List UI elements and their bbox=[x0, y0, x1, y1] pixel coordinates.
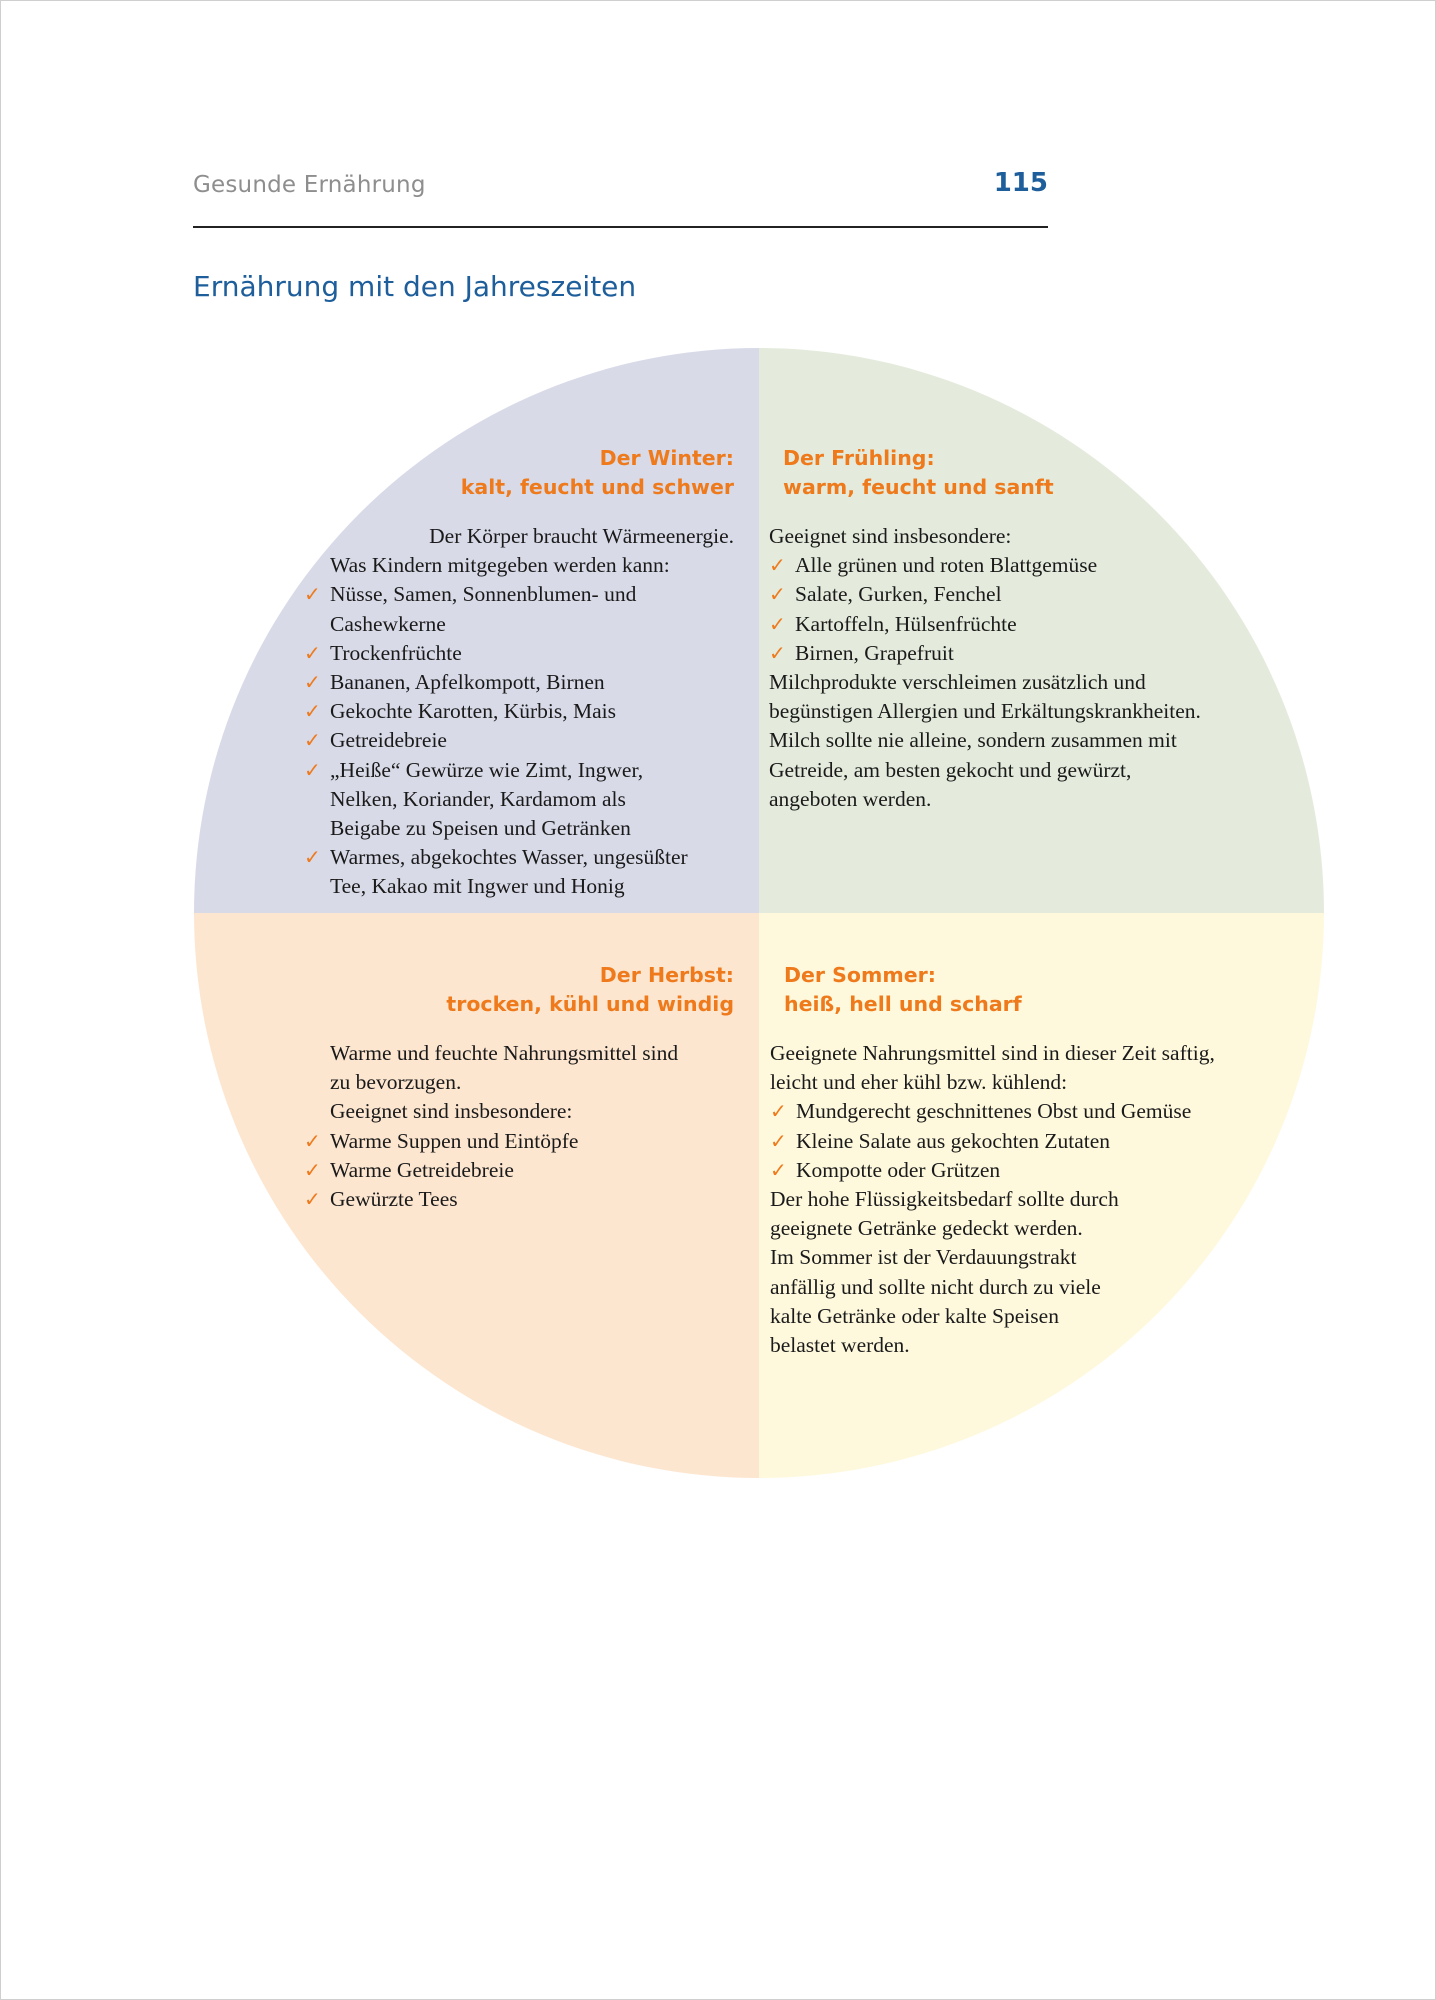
text-line: Milch sollte nie alleine, sondern zusammen mit bbox=[769, 728, 1177, 753]
list-item-line: „Heiße“ Gewürze wie Zimt, Ingwer, bbox=[330, 757, 644, 782]
list-item-line: Alle grünen und roten Blattgemüse bbox=[795, 553, 1098, 578]
spring-subtitle: warm, feucht und sanft bbox=[783, 475, 1054, 499]
spring-title: Der Frühling: bbox=[783, 446, 935, 470]
list-item bbox=[769, 580, 1309, 609]
list-item-line: Trockenfrüchte bbox=[330, 640, 462, 665]
list-item-line: Warme Suppen und Eintöpfe bbox=[330, 1128, 579, 1153]
summer-subtitle: heiß, hell und scharf bbox=[784, 992, 1022, 1016]
text-line: Milchprodukte verschleimen zusätzlich und bbox=[769, 670, 1146, 695]
page-title: Ernährung mit den Jahreszeiten bbox=[193, 270, 637, 303]
autumn-title: Der Herbst: bbox=[599, 963, 734, 987]
check-mark-icon: ✓ bbox=[304, 845, 321, 870]
list-item-line: Getreidebreie bbox=[330, 728, 447, 753]
list-item-line: Gewürzte Tees bbox=[330, 1187, 458, 1212]
list-item-line: Tee, Kakao mit Ingwer und Honig bbox=[330, 874, 625, 899]
list-item-line: Warmes, abgekochtes Wasser, ungesüßter bbox=[330, 845, 688, 870]
running-header bbox=[193, 168, 1048, 228]
autumn-intro bbox=[304, 1039, 734, 1127]
winter-text bbox=[304, 444, 734, 902]
text-line: Im Sommer ist der Verdauungstrakt bbox=[770, 1245, 1077, 1270]
list-item-line: Kompotte oder Grützen bbox=[796, 1157, 1001, 1182]
check-mark-icon: ✓ bbox=[769, 640, 786, 665]
list-item-line: Nüsse, Samen, Sonnenblumen- und bbox=[330, 582, 637, 607]
list-item bbox=[304, 1156, 734, 1185]
check-mark-icon: ✓ bbox=[304, 640, 321, 665]
list-item-line: Gekochte Karotten, Kürbis, Mais bbox=[330, 699, 616, 724]
text-line: geeignete Getränke gedeckt werden. bbox=[770, 1216, 1083, 1241]
text-line: belastet werden. bbox=[770, 1333, 910, 1358]
check-mark-icon: ✓ bbox=[304, 728, 321, 753]
winter-subtitle: kalt, feucht und schwer bbox=[460, 475, 734, 499]
text-line: zu bevorzugen. bbox=[330, 1070, 462, 1095]
list-item bbox=[770, 1156, 1310, 1185]
text-line: Getreide, am besten gekocht und gewürzt, bbox=[769, 757, 1132, 782]
autumn-quadrant bbox=[194, 913, 759, 1478]
list-item bbox=[304, 756, 734, 844]
spring-list bbox=[769, 551, 1309, 668]
winter-title: Der Winter: bbox=[599, 446, 734, 470]
text-line: Der hohe Flüssigkeitsbedarf sollte durch bbox=[770, 1187, 1119, 1212]
text-line: anfällig und sollte nicht durch zu viele bbox=[770, 1274, 1101, 1299]
summer-paragraph bbox=[770, 1185, 1310, 1360]
winter-heading bbox=[304, 444, 734, 502]
autumn-list bbox=[304, 1127, 734, 1215]
list-item bbox=[770, 1097, 1310, 1126]
winter-quadrant bbox=[194, 348, 759, 913]
text-line: angeboten werden. bbox=[769, 786, 932, 811]
summer-list bbox=[770, 1097, 1310, 1185]
check-mark-icon: ✓ bbox=[304, 670, 321, 695]
winter-list bbox=[304, 580, 734, 901]
check-mark-icon: ✓ bbox=[769, 611, 786, 636]
list-item-line: Cashewkerne bbox=[330, 611, 446, 636]
autumn-heading bbox=[304, 961, 734, 1019]
list-item bbox=[304, 639, 734, 668]
summer-text bbox=[759, 961, 1310, 1360]
section-name: Gesunde Ernährung bbox=[193, 172, 426, 198]
text-line: Geeignete Nahrungsmittel sind in dieser Zeit saftig, bbox=[770, 1041, 1215, 1065]
text-line: Warme und feuchte Nahrungsmittel sind bbox=[330, 1041, 679, 1065]
check-mark-icon: ✓ bbox=[769, 582, 786, 607]
seasons-circle bbox=[194, 348, 1324, 1478]
check-mark-icon: ✓ bbox=[304, 1157, 321, 1182]
spring-quadrant bbox=[759, 348, 1324, 913]
list-item bbox=[769, 639, 1309, 668]
winter-intro: Der Körper braucht Wärmeenergie. bbox=[429, 524, 734, 548]
summer-intro bbox=[770, 1039, 1310, 1097]
text-line: begünstigen Allergien und Erkältungskrankheiten. bbox=[769, 699, 1201, 724]
text-line: leicht und eher kühl bzw. kühlend: bbox=[770, 1070, 1068, 1095]
check-mark-icon: ✓ bbox=[304, 582, 321, 607]
text-line: kalte Getränke oder kalte Speisen bbox=[770, 1303, 1059, 1328]
list-item-line: Warme Getreidebreie bbox=[330, 1157, 514, 1182]
list-item bbox=[769, 610, 1309, 639]
check-mark-icon: ✓ bbox=[304, 699, 321, 724]
summer-heading bbox=[770, 961, 1310, 1019]
check-mark-icon: ✓ bbox=[304, 1187, 321, 1212]
check-mark-icon: ✓ bbox=[304, 1128, 321, 1153]
list-item bbox=[304, 726, 734, 755]
autumn-text bbox=[304, 961, 734, 1214]
autumn-subtitle: trocken, kühl und windig bbox=[446, 992, 734, 1016]
check-mark-icon: ✓ bbox=[769, 553, 786, 578]
list-item-line: Beigabe zu Speisen und Getränken bbox=[330, 816, 631, 841]
list-item bbox=[304, 1127, 734, 1156]
list-item bbox=[304, 697, 734, 726]
check-mark-icon: ✓ bbox=[770, 1157, 787, 1182]
text-line: Geeignet sind insbesondere: bbox=[330, 1099, 573, 1124]
spring-text bbox=[759, 444, 1309, 814]
list-item bbox=[769, 551, 1309, 580]
list-item-line: Mundgerecht geschnittenes Obst und Gemüse bbox=[796, 1099, 1192, 1124]
spring-heading bbox=[769, 444, 1309, 502]
list-item-line: Nelken, Koriander, Kardamom als bbox=[330, 786, 626, 811]
list-item-line: Salate, Gurken, Fenchel bbox=[795, 582, 1002, 607]
list-item-line: Kleine Salate aus gekochten Zutaten bbox=[796, 1128, 1111, 1153]
winter-lead: Was Kindern mitgegeben werden kann: bbox=[330, 553, 670, 578]
list-item bbox=[304, 668, 734, 697]
spring-paragraph bbox=[769, 668, 1309, 814]
list-item bbox=[304, 843, 734, 901]
list-item bbox=[770, 1127, 1310, 1156]
list-item-line: Birnen, Grapefruit bbox=[795, 640, 954, 665]
list-item bbox=[304, 580, 734, 638]
list-item-line: Bananen, Apfelkompott, Birnen bbox=[330, 670, 605, 695]
check-mark-icon: ✓ bbox=[770, 1128, 787, 1153]
spring-lead: Geeignet sind insbesondere: bbox=[769, 524, 1012, 548]
summer-quadrant bbox=[759, 913, 1324, 1478]
check-mark-icon: ✓ bbox=[770, 1099, 787, 1124]
list-item-line: Kartoffeln, Hülsenfrüchte bbox=[795, 611, 1017, 636]
list-item bbox=[304, 1185, 734, 1214]
page-number: 115 bbox=[993, 168, 1048, 198]
check-mark-icon: ✓ bbox=[304, 757, 321, 782]
summer-title: Der Sommer: bbox=[784, 963, 936, 987]
